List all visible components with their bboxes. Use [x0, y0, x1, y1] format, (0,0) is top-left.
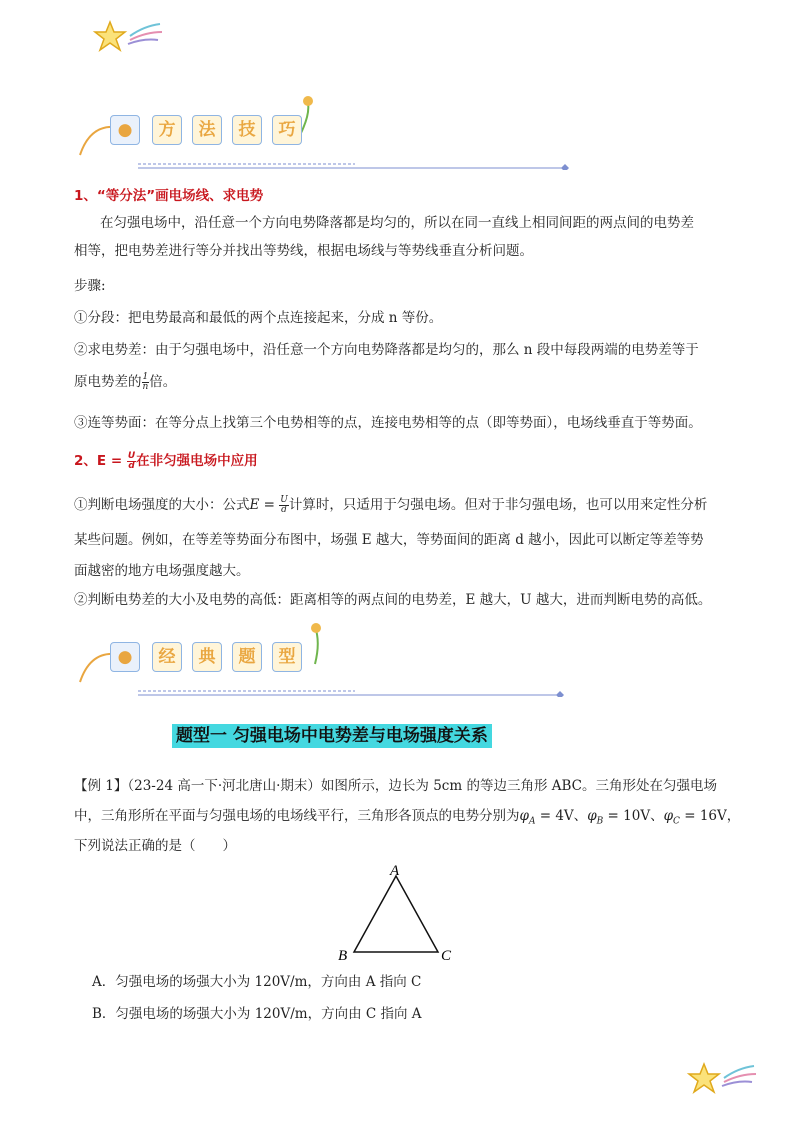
star-decoration-icon: [92, 16, 164, 58]
banner-char: 典: [192, 642, 222, 672]
banner-char: 法: [192, 115, 222, 145]
paragraph: 某些问题。例如，在等差等势面分布图中，场强 E 越大，等势面间的距离 d 越小，因此可以断定等差等势: [74, 532, 704, 548]
star-decoration-icon: [686, 1058, 758, 1100]
paragraph: 步骤:: [74, 278, 106, 294]
banner-char: 型: [272, 642, 302, 672]
banner-char: 方: [152, 115, 182, 145]
example-text: 下列说法正确的是（ ）: [74, 838, 236, 854]
option-a: A．匀强电场的场强大小为 120V/m，方向由 A 指向 C: [92, 974, 422, 990]
vertex-label-a: A: [390, 863, 400, 879]
banner-circle-icon: ●: [110, 115, 140, 145]
paragraph: 相等，把电势差进行等分并找出等势线，根据电场线与等势线垂直分析问题。: [74, 243, 533, 259]
banner-method-tips: [70, 95, 590, 170]
banner-swirl-icon: [70, 95, 590, 170]
paragraph: ①判断电场强度的大小：公式E = $\frac{U}{d}$ 计算时，只适用于匀强电场。但对于非匀强电场，也可以用来定性分析: [74, 495, 708, 515]
example-text: 【例 1】（23-24 高一下·河北唐山·期末）如图所示，边长为 5cm 的等边三角形 ABC。三角形处在匀强电场: [74, 778, 717, 794]
paragraph: 在匀强电场中，沿任意一个方向电势降落都是均匀的，所以在同一直线上相同间距的两点间的电势差: [100, 215, 694, 231]
banner-classic-problems: [70, 622, 590, 697]
banner-swirl-icon: [70, 622, 590, 697]
banner-char: 经: [152, 642, 182, 672]
paragraph: 面越密的地方电场强度越大。: [74, 563, 250, 579]
banner-char: 巧: [272, 115, 302, 145]
paragraph: ②求电势差：由于匀强电场中，沿任意一个方向电势降落都是均匀的，那么 n 段中每段两端的电势差等于: [74, 342, 699, 358]
problem-type-heading: 题型一 匀强电场中电势差与电场强度关系: [172, 724, 492, 748]
vertex-label-c: C: [441, 948, 452, 964]
vertex-label-b: B: [338, 948, 348, 964]
option-b: B．匀强电场的场强大小为 120V/m，方向由 C 指向 A: [92, 1006, 422, 1022]
paragraph: ①分段：把电势最高和最低的两个点连接起来，分成 n 等份。: [74, 310, 443, 326]
paragraph: 原电势差的 $\frac{1}{n}$ 倍。: [74, 372, 177, 392]
paragraph: ③连等势面：在等分点上找第三个电势相等的点，连接电势相等的点（即等势面），电场线垂直于等势面。: [74, 415, 702, 431]
banner-char: 题: [232, 642, 262, 672]
triangle-abc: [354, 876, 438, 952]
triangle-figure: [330, 858, 460, 968]
section2-title: 2、E = $\frac{U}{d}$ 在非匀强电场中应用: [74, 450, 258, 471]
banner-char: 技: [232, 115, 262, 145]
example-text: 中，三角形所在平面与匀强电场的电场线平行，三角形各顶点的电势分别为$\varphi_A = 4V$、$\varphi_B = 10V$、$\varphi_C = 16V$，: [74, 808, 741, 827]
paragraph: ②判断电势差的大小及电势的高低：距离相等的两点间的电势差，E 越大，U 越大，进而判断电势的高低。: [74, 592, 712, 608]
banner-circle-icon: ●: [110, 642, 140, 672]
section1-title: 1、“等分法”画电场线、求电势: [74, 188, 264, 204]
